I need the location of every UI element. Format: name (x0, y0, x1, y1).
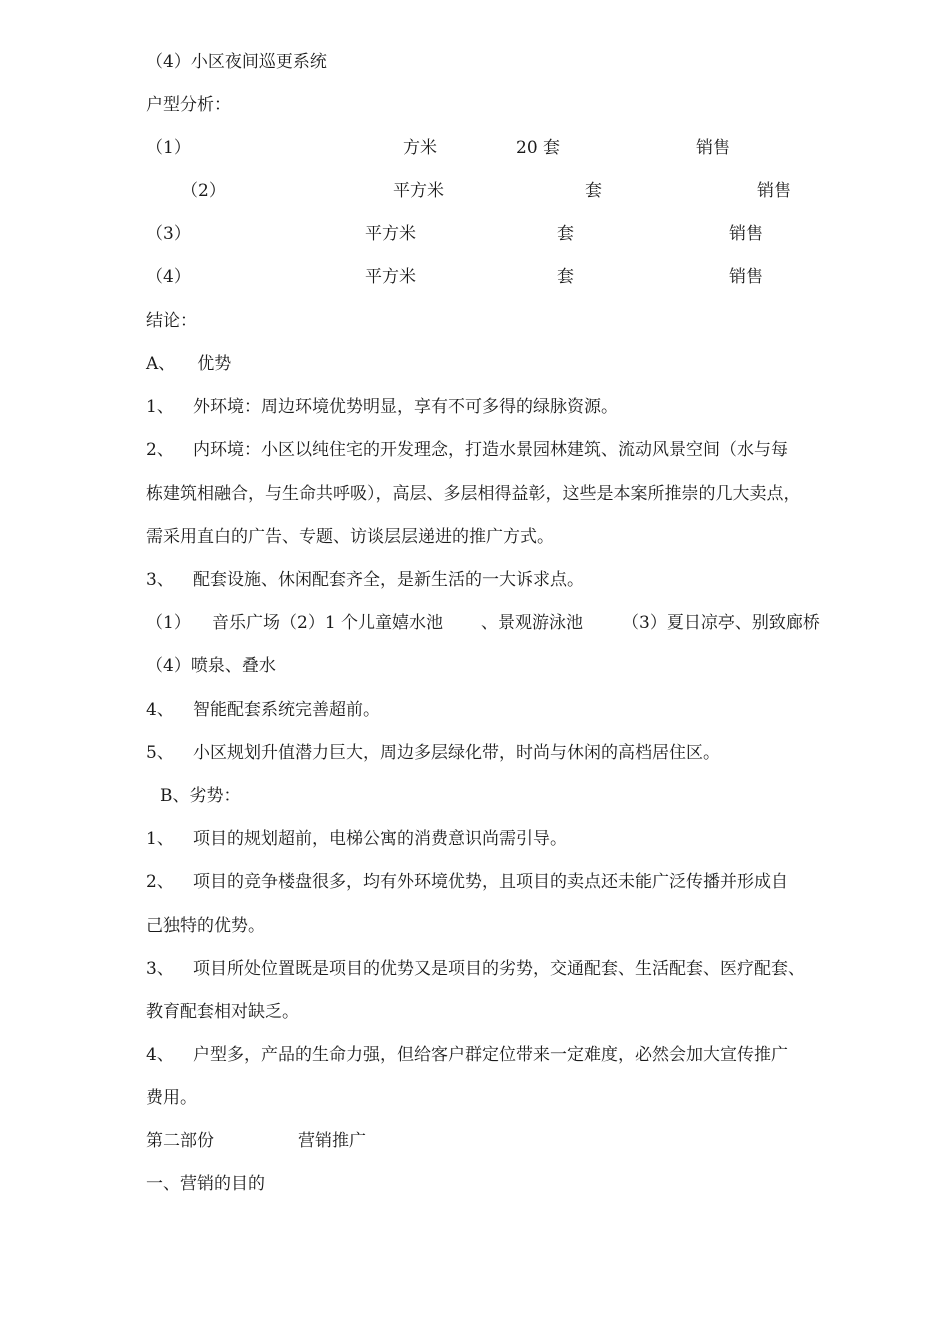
list-marker: A、 (146, 354, 176, 374)
list-marker: 3、 (146, 959, 174, 979)
list-marker: 2、 (146, 872, 174, 892)
unit-count: 20 套 (516, 138, 561, 158)
facility-text: （3）夏日凉亭、别致廊桥 (622, 613, 820, 633)
unit-index: （4） (146, 267, 191, 287)
facility-line: （4）喷泉、叠水 (146, 656, 276, 676)
list-marker: 4、 (146, 1045, 174, 1065)
list-marker: （1） (146, 613, 191, 633)
unit-sale: 销售 (729, 224, 763, 244)
unit-area: 平方米 (393, 181, 444, 201)
text-line: （4）小区夜间巡更系统 (146, 52, 327, 72)
text-line: 需采用直白的广告、专题、访谈层层递进的推广方式。 (146, 527, 554, 547)
heading-text: 优势 (197, 354, 232, 374)
part-label: 第二部份 (146, 1131, 214, 1151)
list-marker: 1、 (146, 397, 174, 417)
unit-sale: 销售 (757, 181, 791, 201)
section-heading: 户型分析： (146, 95, 231, 115)
text-line: 费用。 (146, 1088, 197, 1108)
list-text: 项目的竞争楼盘很多，均有外环境优势，且项目的卖点还未能广泛传播并形成自 (193, 872, 788, 892)
section-heading: 结论： (146, 311, 197, 331)
unit-index: （2） (181, 181, 226, 201)
unit-sale: 销售 (729, 267, 763, 287)
text-line: 教育配套相对缺乏。 (146, 1002, 299, 1022)
list-text: 内环境：小区以纯住宅的开发理念，打造水景园林建筑、流动风景空间（水与每 (193, 440, 788, 460)
subsection-heading (146, 351, 231, 377)
list-marker: 1、 (146, 829, 174, 849)
text-line: 己独特的优势。 (146, 916, 265, 936)
facility-text: 音乐广场（2）1 个儿童嬉水池 (212, 613, 444, 633)
list-marker: 3、 (146, 570, 174, 590)
list-text: 项目所处位置既是项目的优势又是项目的劣势，交通配套、生活配套、医疗配套、 (193, 959, 805, 979)
section-heading: 一、营销的目的 (146, 1174, 265, 1194)
unit-area: 平方米 (365, 224, 416, 244)
facility-text: 、景观游泳池 (481, 613, 583, 633)
unit-area: 平方米 (365, 267, 416, 287)
list-text: 小区规划升值潜力巨大，周边多层绿化带，时尚与休闲的高档居住区。 (193, 743, 720, 763)
unit-index: （1） (146, 138, 191, 158)
list-text: 外环境：周边环境优势明显，享有不可多得的绿脉资源。 (193, 397, 618, 417)
unit-count: 套 (557, 224, 574, 244)
list-text: 配套设施、休闲配套齐全，是新生活的一大诉求点。 (193, 570, 584, 590)
unit-count: 套 (557, 267, 574, 287)
list-text: 户型多，产品的生命力强，但给客户群定位带来一定难度，必然会加大宣传推广 (193, 1045, 788, 1065)
unit-sale: 销售 (696, 138, 730, 158)
unit-index: （3） (146, 224, 191, 244)
list-text: 智能配套系统完善超前。 (193, 700, 380, 720)
text-line: 栋建筑相融合，与生命共呼吸），高层、多层相得益彰，这些是本案所推崇的几大卖点， (146, 484, 801, 504)
subsection-heading: B、劣势： (160, 786, 241, 806)
list-marker: 2、 (146, 440, 174, 460)
list-text: 项目的规划超前，电梯公寓的消费意识尚需引导。 (193, 829, 567, 849)
unit-count: 套 (585, 181, 602, 201)
list-marker: 4、 (146, 700, 174, 720)
list-marker: 5、 (146, 743, 174, 763)
part-title: 营销推广 (298, 1131, 366, 1151)
unit-area: 方米 (403, 138, 437, 158)
